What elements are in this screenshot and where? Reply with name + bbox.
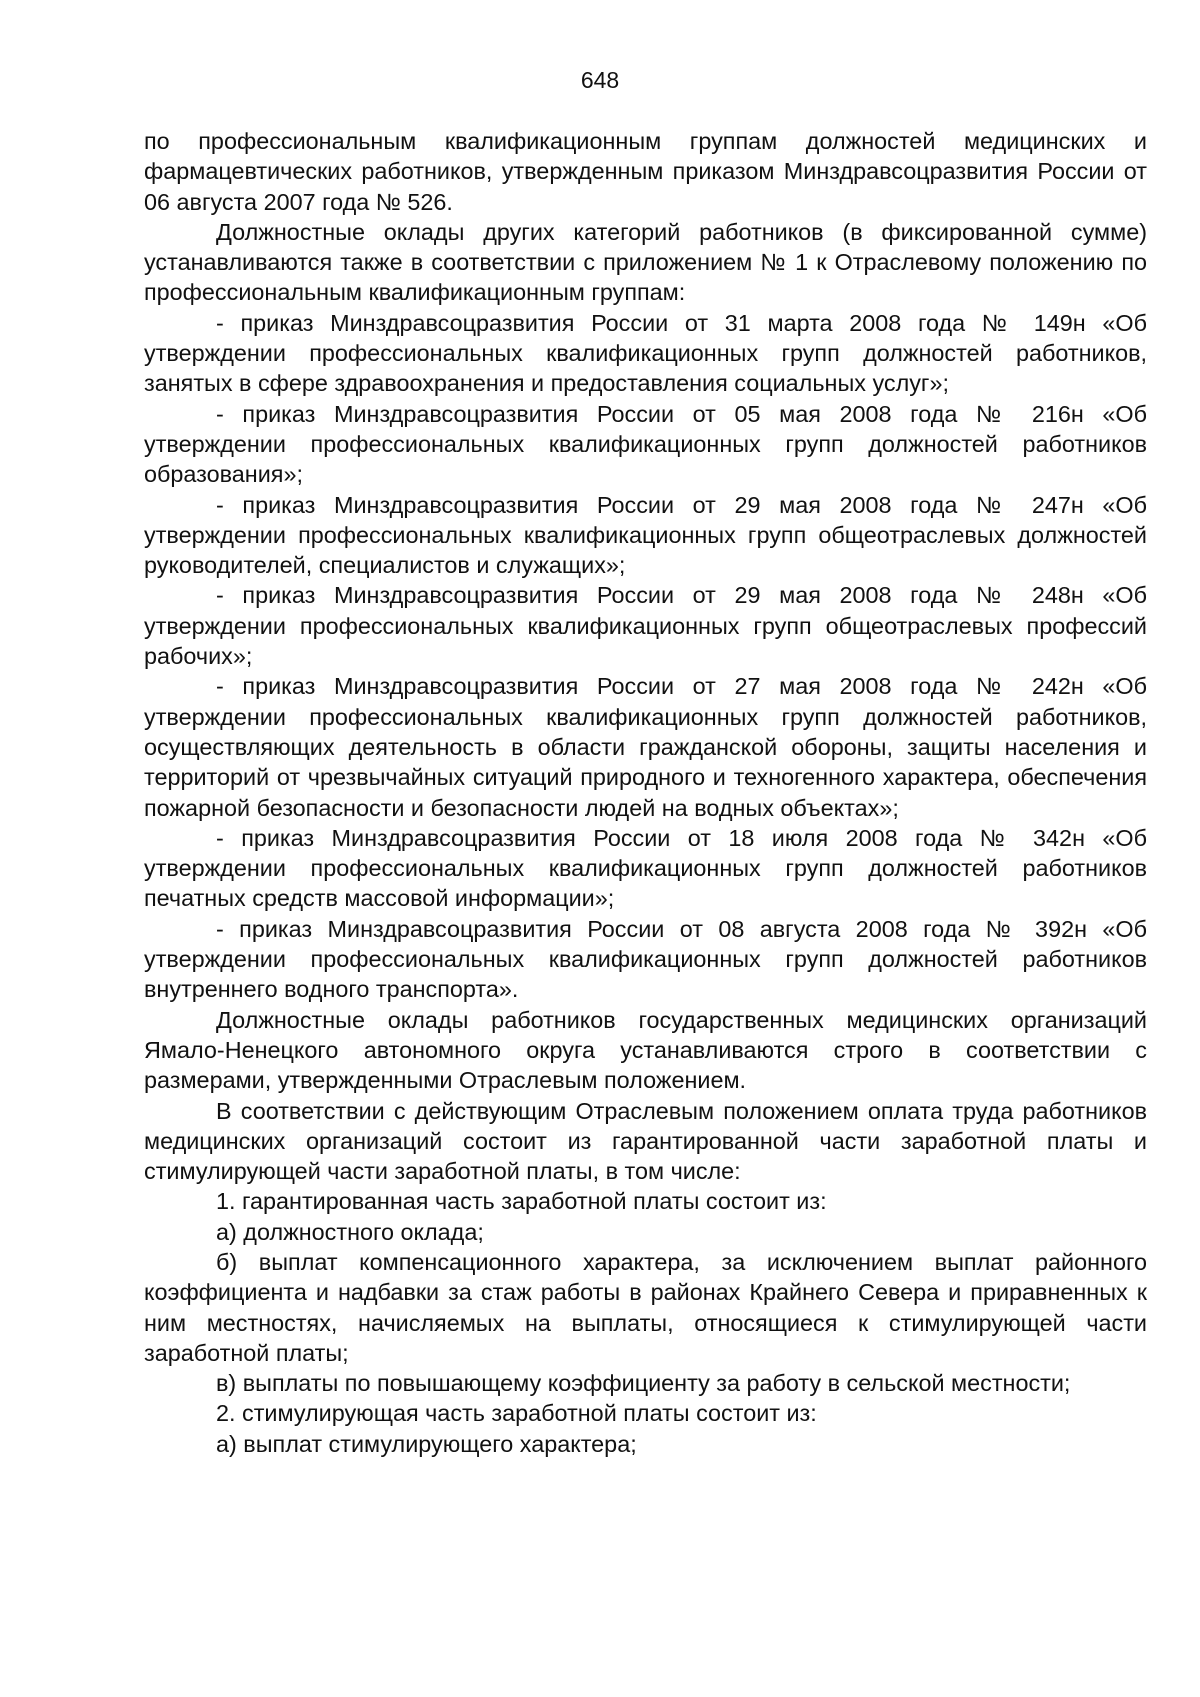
list-item: - приказ Минздравсоцразвития России от 08 августа 2008 года № 392н «Об утверждении профессиональных квалификационных групп должностей работников внутреннего водного транспорта». <box>144 915 1147 1003</box>
document-body <box>144 126 1147 1459</box>
list-item: а) должностного оклада; <box>216 1218 484 1245</box>
list-item: - приказ Минздравсоцразвития России от 18 июля 2008 года № 342н «Об утверждении профессиональных квалификационных групп должностей работников печатных средств массовой информации»; <box>144 824 1147 912</box>
list-item: - приказ Минздравсоцразвития России от 31 марта 2008 года № 149н «Об утверждении профессиональных квалификационных групп должностей работников, занятых в сфере здравоохранения и предоставления социальных услуг»; <box>144 309 1147 397</box>
list-item: - приказ Минздравсоцразвития России от 29 мая 2008 года № 248н «Об утверждении профессиональных квалификационных групп общеотраслевых профессий рабочих»; <box>144 582 1147 670</box>
page-number: 648 <box>580 67 620 93</box>
list-item: 2. стимулирующая часть заработной платы состоит из: <box>216 1400 817 1427</box>
list-item: в) выплаты по повышающему коэффициенту за работу в сельской местности; <box>216 1370 1071 1397</box>
list-item: - приказ Минздравсоцразвития России от 29 мая 2008 года № 247н «Об утверждении профессиональных квалификационных групп общеотраслевых должностей руководителей, специалистов и служащих»; <box>144 491 1147 579</box>
list-item: - приказ Минздравсоцразвития России от 27 мая 2008 года № 242н «Об утверждении профессиональных квалификационных групп должностей работников, осуществляющих деятельность в области гражданской обороны, защиты населения и территорий от чрезвычайных ситуаций природного и техногенного характера, обеспечения пожарной безопасности и безопасности людей на водных объектах»; <box>144 673 1147 821</box>
paragraph: В соответствии с действующим Отраслевым положением оплата труда работников медицинских организаций состоит из гарантированной части заработной платы и стимулирующей части заработной платы, в том числе: <box>144 1097 1147 1185</box>
list-item: б) выплат компенсационного характера, за исключением выплат районного коэффициента и надбавки за стаж работы в районах Крайнего Севера и приравненных к ним местностях, начисляемых на выплаты, относящиеся к стимулирующей части заработной платы; <box>144 1248 1147 1366</box>
paragraph: Должностные оклады работников государственных медицинских организаций Ямало-Ненецкого автономного округа устанавливаются строго в соответствии с размерами, утвержденными Отраслевым положением. <box>144 1006 1147 1094</box>
list-item: - приказ Минздравсоцразвития России от 05 мая 2008 года № 216н «Об утверждении профессиональных квалификационных групп должностей работников образования»; <box>144 400 1147 488</box>
paragraph: по профессиональным квалификационным группам должностей медицинских и фармацевтических работников, утвержденным приказом Минздравсоцразвития России от 06 августа 2007 года № 526. <box>144 128 1147 215</box>
paragraph: Должностные оклады других категорий работников (в фиксированной сумме) устанавливаются также в соответствии с приложением № 1 к Отраслевому положению по профессиональным квалификационным группам: <box>144 218 1147 306</box>
list-item: 1. гарантированная часть заработной платы состоит из: <box>216 1188 827 1215</box>
list-item: а) выплат стимулирующего характера; <box>216 1430 637 1457</box>
